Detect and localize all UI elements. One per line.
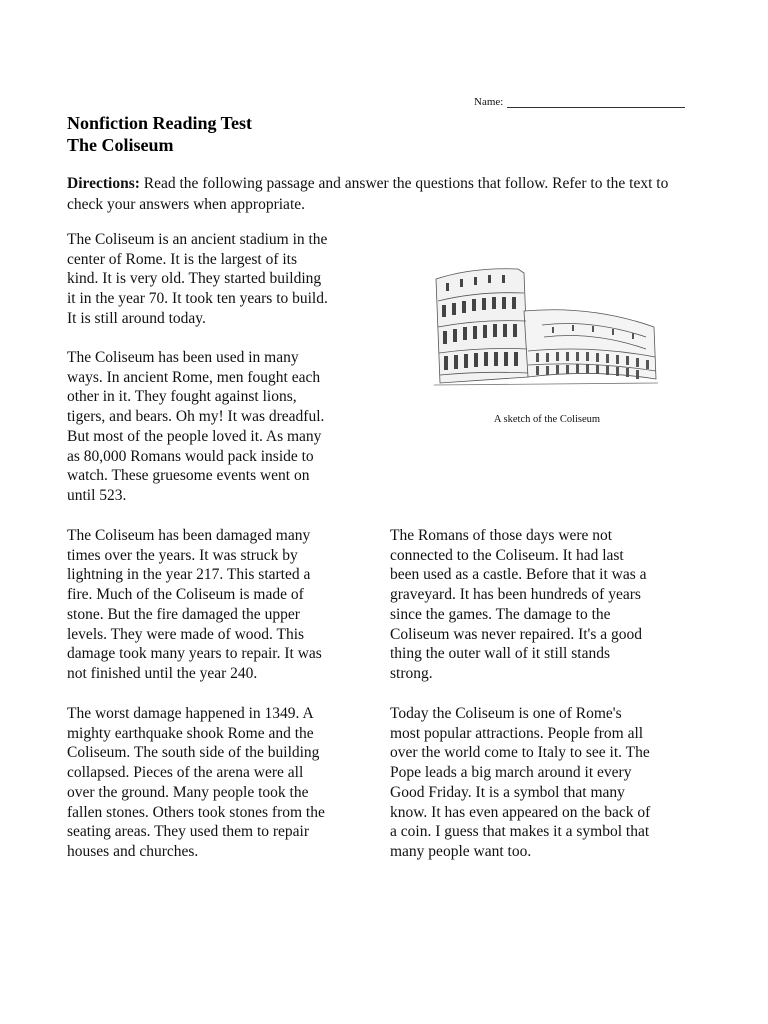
title-block <box>67 112 252 156</box>
directions <box>67 173 707 215</box>
paragraph-6: Today the Coliseum is one of Rome's most popular attractions. People from all over the world come to Italy to see it. The Pope leads a big march around it every Good Friday. It is a symbol that many know. It has even appeared on the back of a coin. I guess that makes it a symbol that many people want too. <box>390 705 651 860</box>
name-blank-line[interactable] <box>507 97 685 108</box>
paragraph-1: The Coliseum is an ancient stadium in the center of Rome. It is the largest of its kind. It is very old. They started building it in the year 70. It took ten years to build. It is still around today. <box>67 231 328 327</box>
name-label: Name: <box>474 96 504 108</box>
coliseum-sketch-icon <box>432 265 662 395</box>
paragraph-3: The Coliseum has been damaged many times over the years. It was struck by lightning in the year 217. This started a fire. Much of the Coliseum is made of stone. But the fire damaged the upper levels. They were made of wood. This damage took many years to repair. It was not finished until the year 240. <box>67 527 322 682</box>
coliseum-sketch-image <box>432 265 662 395</box>
paragraph-2: The Coliseum has been used in many ways. In ancient Rome, men fought each other in it. They fought against lions, tigers, and bears. Oh my! It was dreadful. But most of the people loved it. As many as 80,000 Romans would pack inside to watch. These gruesome events went on until 523. <box>67 349 325 504</box>
page-subtitle: The Coliseum <box>67 135 174 155</box>
directions-label: Directions: <box>67 175 140 192</box>
directions-text: Read the following passage and answer the questions that follow. Refer to the text to check your answers when appropriate. <box>67 175 669 213</box>
figure-caption: A sketch of the Coliseum <box>493 414 601 425</box>
name-field[interactable] <box>474 96 685 108</box>
paragraph-5: The worst damage happened in 1349. A mighty earthquake shook Rome and the Coliseum. The south side of the building collapsed. Pieces of the arena were all over the ground. Many people took the fallen stones. Others took stones from the seating areas. They used them to repair houses and churches. <box>67 705 325 860</box>
page-title: Nonfiction Reading Test <box>67 113 253 133</box>
paragraph-4: The Romans of those days were not connected to the Coliseum. It had last been used as a castle. Before that it was a graveyard. It has been hundreds of years since the games. The damage to the Coliseum was never repaired. It's a good thing the outer wall of it still stands strong. <box>390 527 647 682</box>
